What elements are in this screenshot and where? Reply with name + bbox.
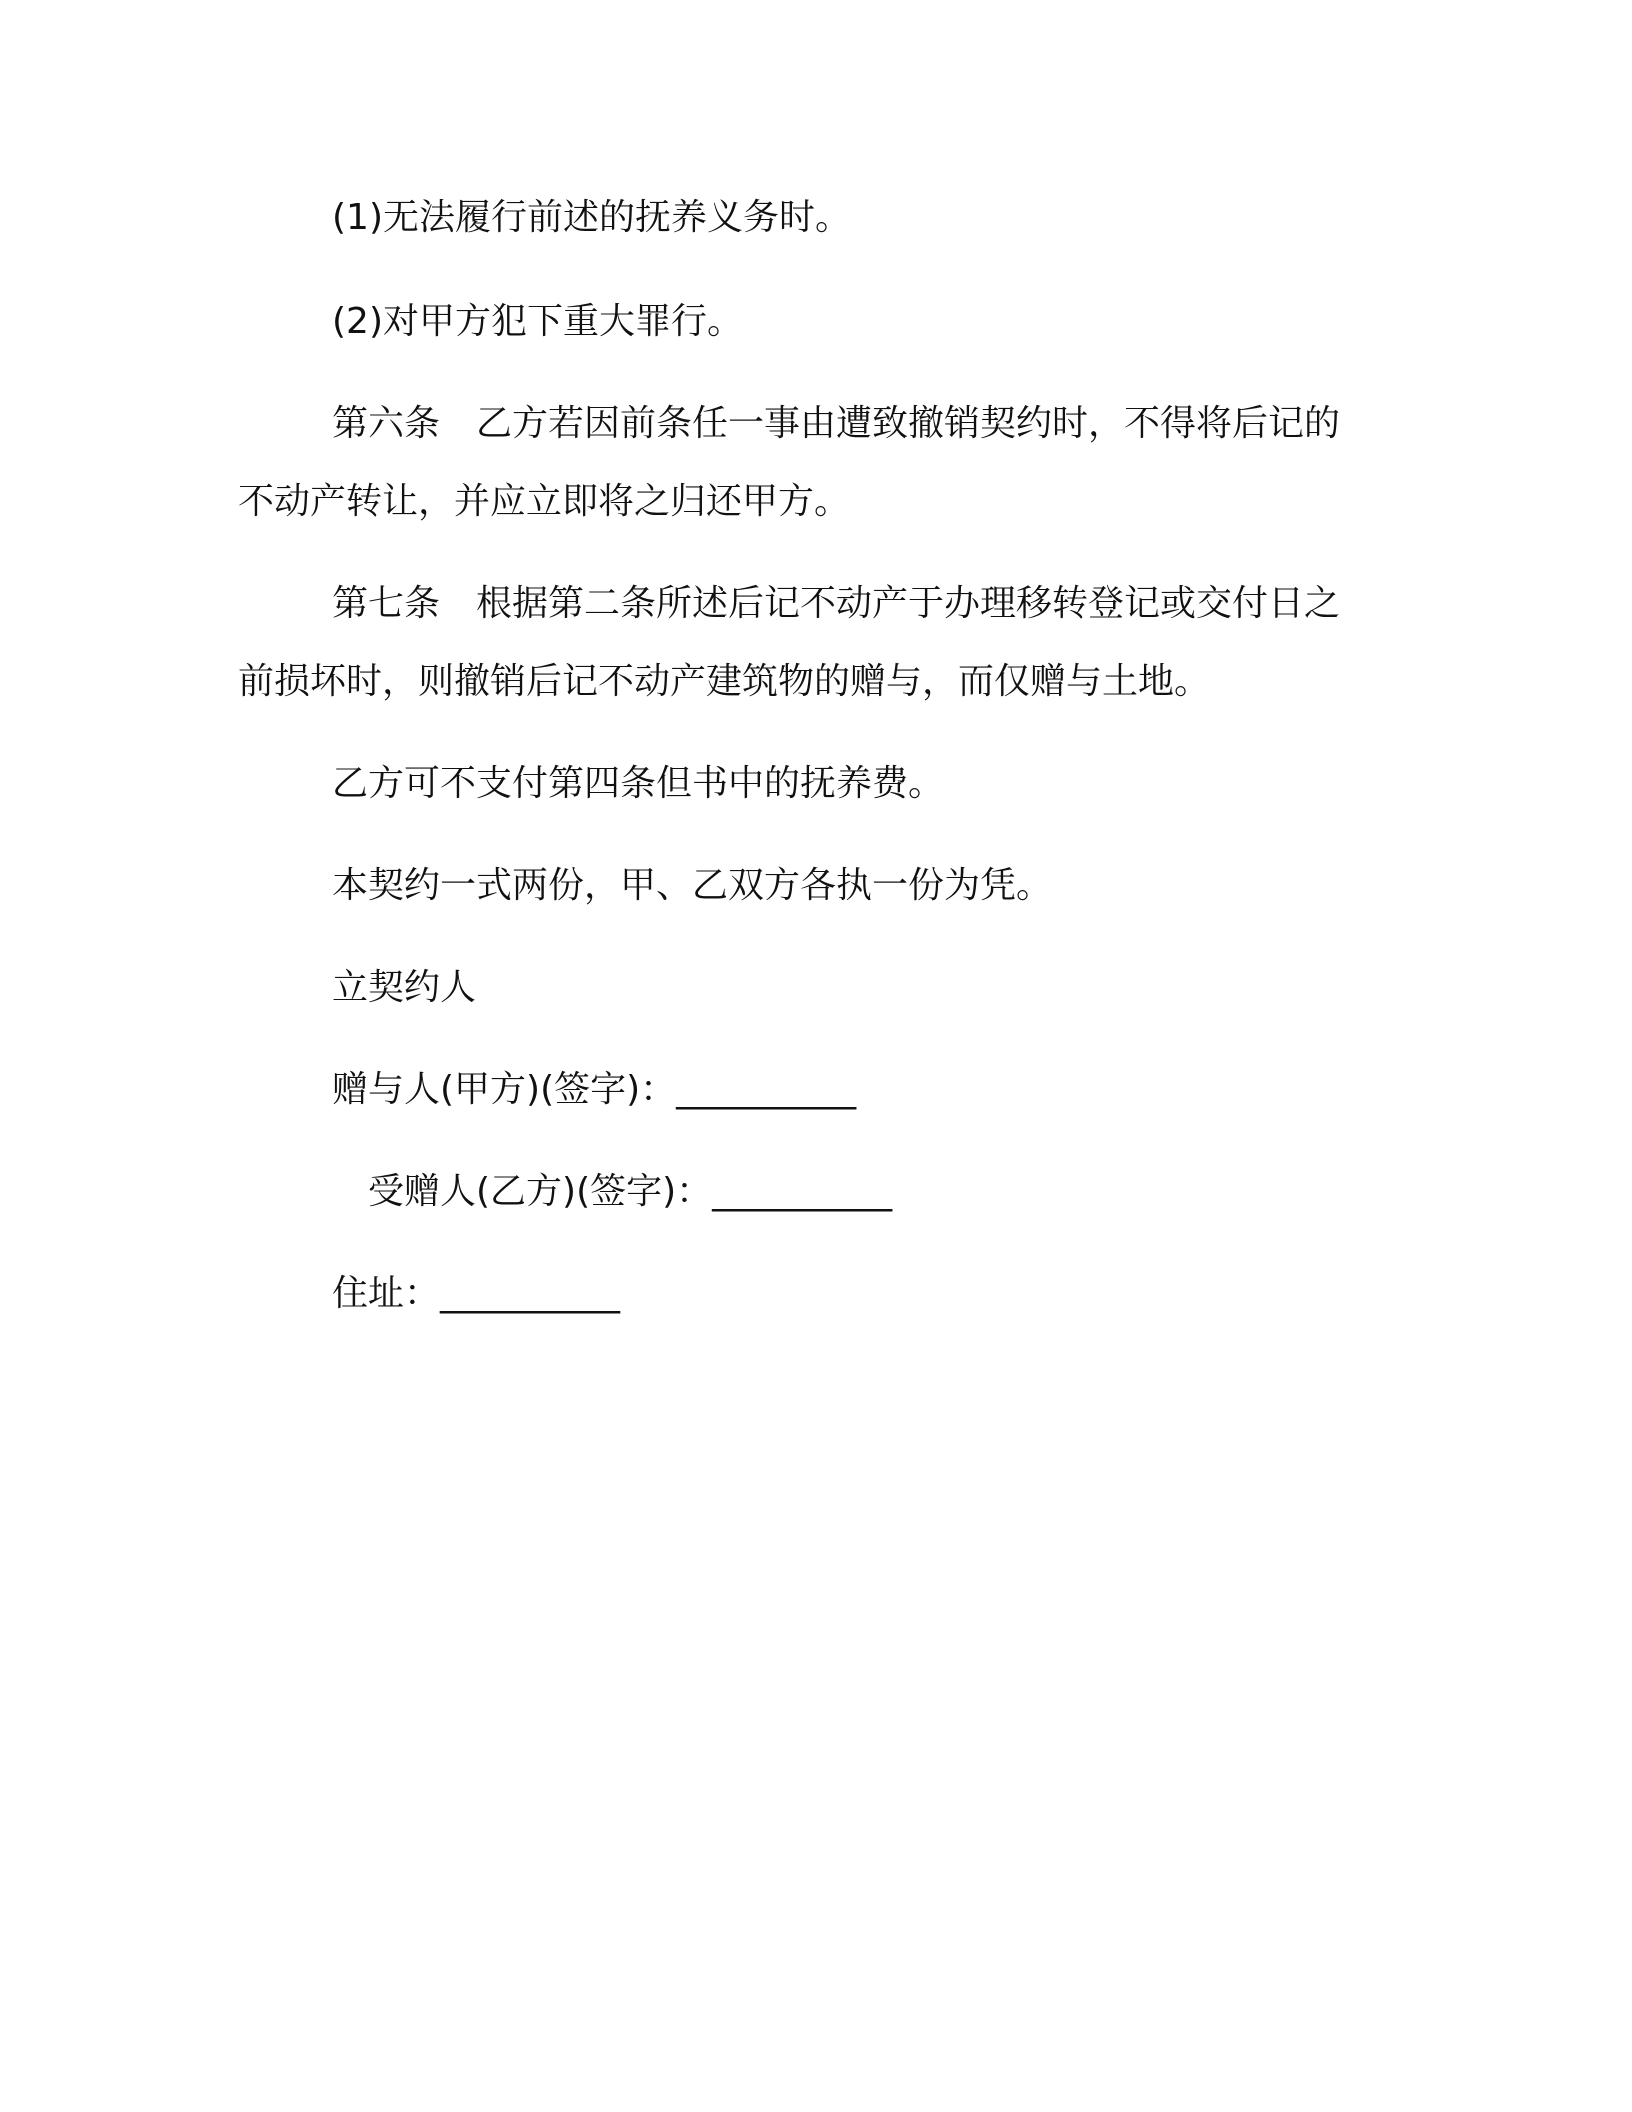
article-7-line-1: 第七条 根据第二条所述后记不动产于办理移转登记或交付日之 xyxy=(332,583,1341,624)
clause-item-1: (1)无法履行前述的抚养义务时。 xyxy=(332,197,851,238)
article-6-line-2: 不动产转让，并应立即将之归还甲方。 xyxy=(238,481,851,522)
clause-item-2: (2)对甲方犯下重大罪行。 xyxy=(332,301,743,342)
address-line: 住址：__________ xyxy=(332,1273,621,1314)
copies-paragraph: 本契约一式两份，甲、乙双方各执一份为凭。 xyxy=(332,865,1053,906)
article-7-line-2: 前损坏时，则撤销后记不动产建筑物的赠与，而仅赠与土地。 xyxy=(238,661,1211,702)
article-6-line-1: 第六条 乙方若因前条任一事由遭致撤销契约时，不得将后记的 xyxy=(332,403,1341,444)
donee-signature-line: 受赠人(乙方)(签字)：__________ xyxy=(368,1171,893,1212)
support-fee-paragraph: 乙方可不支付第四条但书中的抚养费。 xyxy=(332,763,945,804)
parties-heading: 立契约人 xyxy=(332,967,477,1008)
donor-signature-line: 赠与人(甲方)(签字)：__________ xyxy=(332,1069,857,1110)
